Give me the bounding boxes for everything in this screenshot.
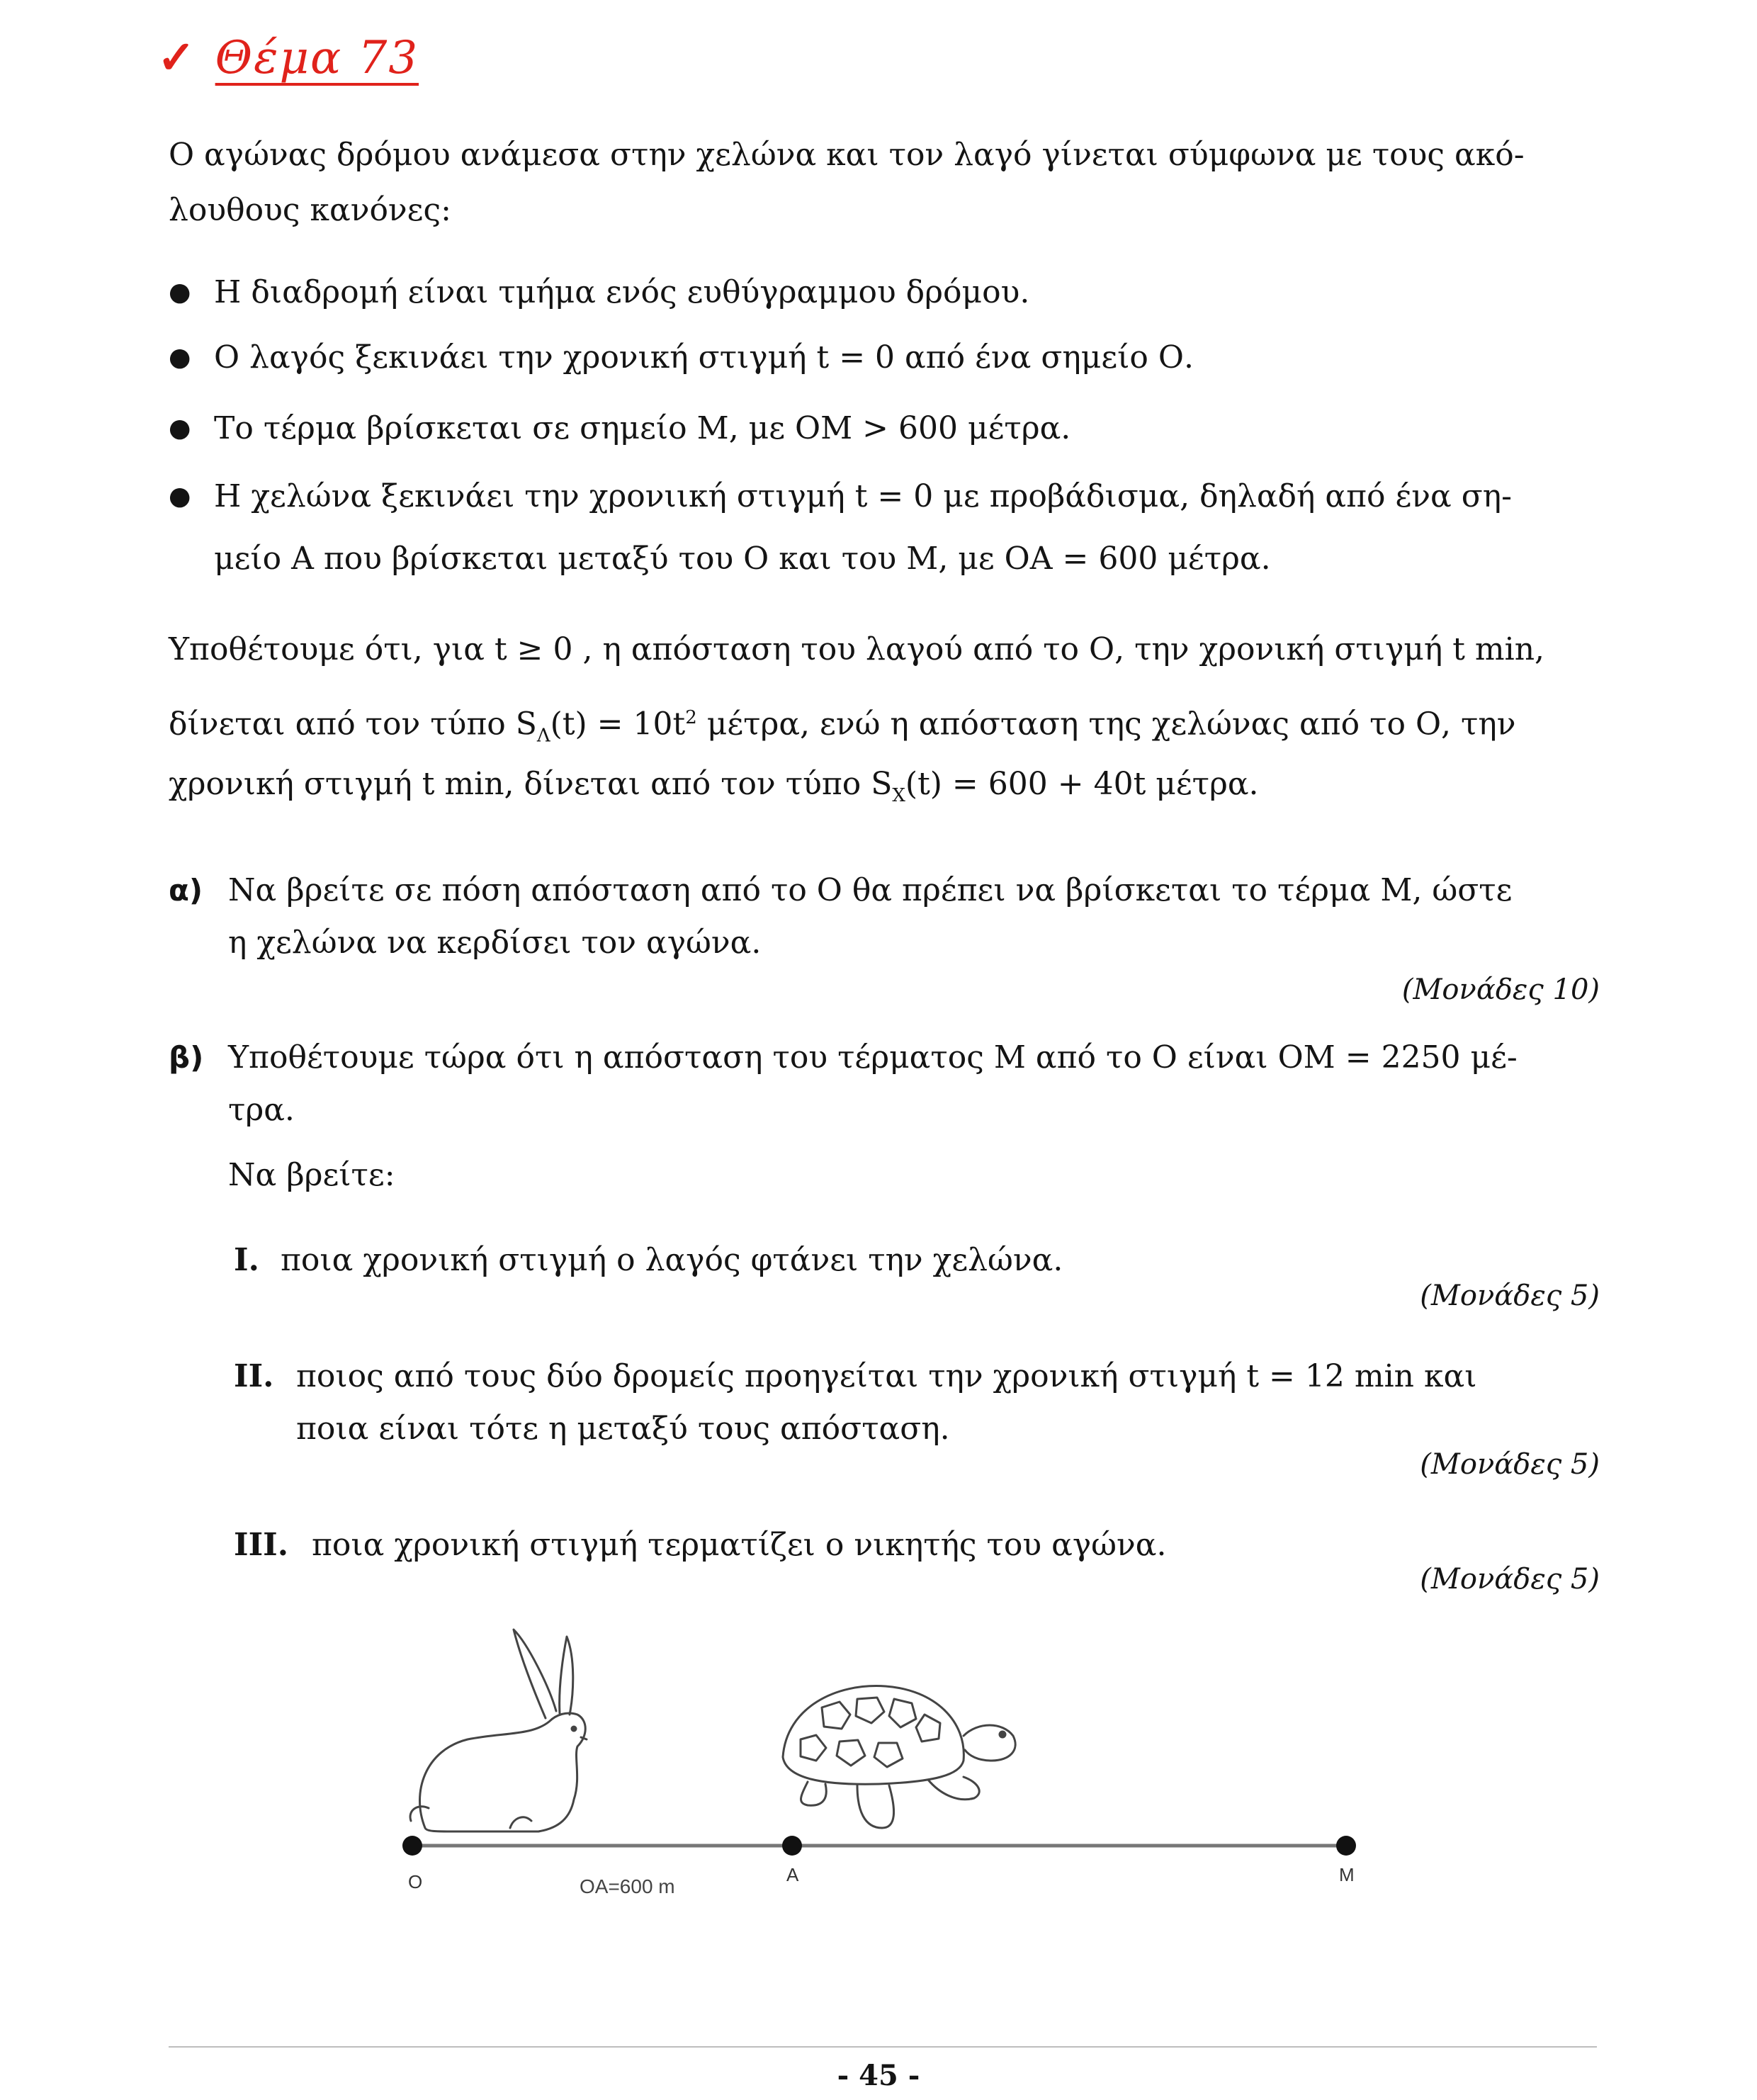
point-a-marker bbox=[782, 1836, 802, 1856]
subquestion-iii-label: III. bbox=[234, 1527, 289, 1563]
subquestion-i-marks: (Μονάδες 5) bbox=[1420, 1280, 1600, 1312]
subquestion-i-text: ποια χρονική στιγμή ο λαγός φτάνει την χελώνα. bbox=[281, 1242, 1063, 1278]
bullet-item: ● Το τέρμα βρίσκεται σε σημείο Μ, με ΟΜ > 600 μέτρα. bbox=[214, 397, 1070, 461]
bullet-item: ● Η χελώνα ξεκινάει την χρονιική στιγμή t = 0 με προβάδισμα, δηλαδή από ένα ση- bbox=[214, 465, 1512, 529]
subquestion-ii-line-2: ποια είναι τότε η μεταξύ τους απόσταση. bbox=[296, 1411, 950, 1447]
subquestion-iii-marks: (Μονάδες 5) bbox=[1420, 1563, 1600, 1596]
bullet-dot-icon: ● bbox=[169, 414, 191, 443]
point-m-marker bbox=[1336, 1836, 1356, 1856]
subquestion-ii-marks: (Μονάδες 5) bbox=[1420, 1448, 1600, 1481]
bullet-continuation: μείο Α που βρίσκεται μεταξύ του Ο και του Μ, με ΟΑ = 600 μέτρα. bbox=[214, 541, 1271, 577]
question-b-line-2: τρα. bbox=[228, 1092, 295, 1128]
hare-icon bbox=[410, 1630, 587, 1831]
given-line-2: δίνεται από τον τύπο $S_\Lambda(t) = 10t^2$ μέτρα, ενώ η απόσταση της χελώνας από το Ο, την bbox=[169, 706, 1516, 747]
page-number: - 45 - bbox=[837, 2059, 920, 2092]
subquestion-iii-text: ποια χρονική στιγμή τερματίζει ο νικητής του αγώνα. bbox=[312, 1527, 1167, 1563]
point-o-marker bbox=[402, 1836, 422, 1856]
point-m-label: M bbox=[1339, 1864, 1355, 1885]
bullet-dot-icon: ● bbox=[169, 482, 191, 511]
point-o-label: O bbox=[408, 1871, 423, 1892]
bullet-dot-icon: ● bbox=[169, 343, 191, 372]
bullet-item: ● Ο λαγός ξεκινάει την χρονική στιγμή t = 0 από ένα σημείο Ο. bbox=[214, 326, 1194, 390]
footer-divider bbox=[169, 2046, 1597, 2048]
given-line-1: Υποθέτουμε ότι, για t ≥ 0 , η απόσταση του λαγού από το Ο, την χρονική στιγμή t min, bbox=[169, 631, 1545, 667]
intro-line-2: λουθους κανόνες: bbox=[169, 192, 451, 228]
topic-title: Θέμα 73 bbox=[215, 32, 419, 84]
bullet-item: ● Η διαδρομή είναι τμήμα ενός ευθύγραμμου δρόμου. bbox=[214, 261, 1029, 324]
race-figure bbox=[368, 1615, 1431, 1913]
given-line-3: χρονική στιγμή t min, δίνεται από τον τύπο $S_X(t) = 600 + 40t$ μέτρα. bbox=[169, 766, 1259, 806]
check-icon: ✓ bbox=[157, 31, 197, 84]
page-title bbox=[157, 31, 419, 84]
segment-label: OA=600 m bbox=[580, 1875, 675, 1897]
bullet-dot-icon: ● bbox=[169, 278, 191, 307]
question-a-line-2: η χελώνα να κερδίσει τον αγώνα. bbox=[228, 925, 762, 961]
intro-line-1: Ο αγώνας δρόμου ανάμεσα στην χελώνα και τον λαγό γίνεται σύμφωνα με τους ακό- bbox=[169, 137, 1525, 173]
tortoise-icon bbox=[783, 1686, 1015, 1828]
question-a-label: α) bbox=[169, 873, 203, 908]
subquestion-ii-label: II. bbox=[234, 1358, 274, 1394]
question-a-line-1: Να βρείτε σε πόση απόσταση από το Ο θα πρέπει να βρίσκεται το τέρμα Μ, ώστε bbox=[228, 872, 1513, 908]
question-b-line-3: Να βρείτε: bbox=[228, 1157, 395, 1193]
subquestion-ii-line-1: ποιος από τους δύο δρομείς προηγείται την χρονική στιγμή t = 12 min και bbox=[296, 1358, 1477, 1394]
question-b-label: β) bbox=[169, 1040, 204, 1075]
question-b-line-1: Υποθέτουμε τώρα ότι η απόσταση του τέρματος Μ από το Ο είναι ΟΜ = 2250 μέ- bbox=[228, 1039, 1518, 1076]
question-a-marks: (Μονάδες 10) bbox=[1401, 973, 1600, 1006]
point-a-label: A bbox=[786, 1864, 799, 1885]
subquestion-i-label: I. bbox=[234, 1242, 259, 1278]
